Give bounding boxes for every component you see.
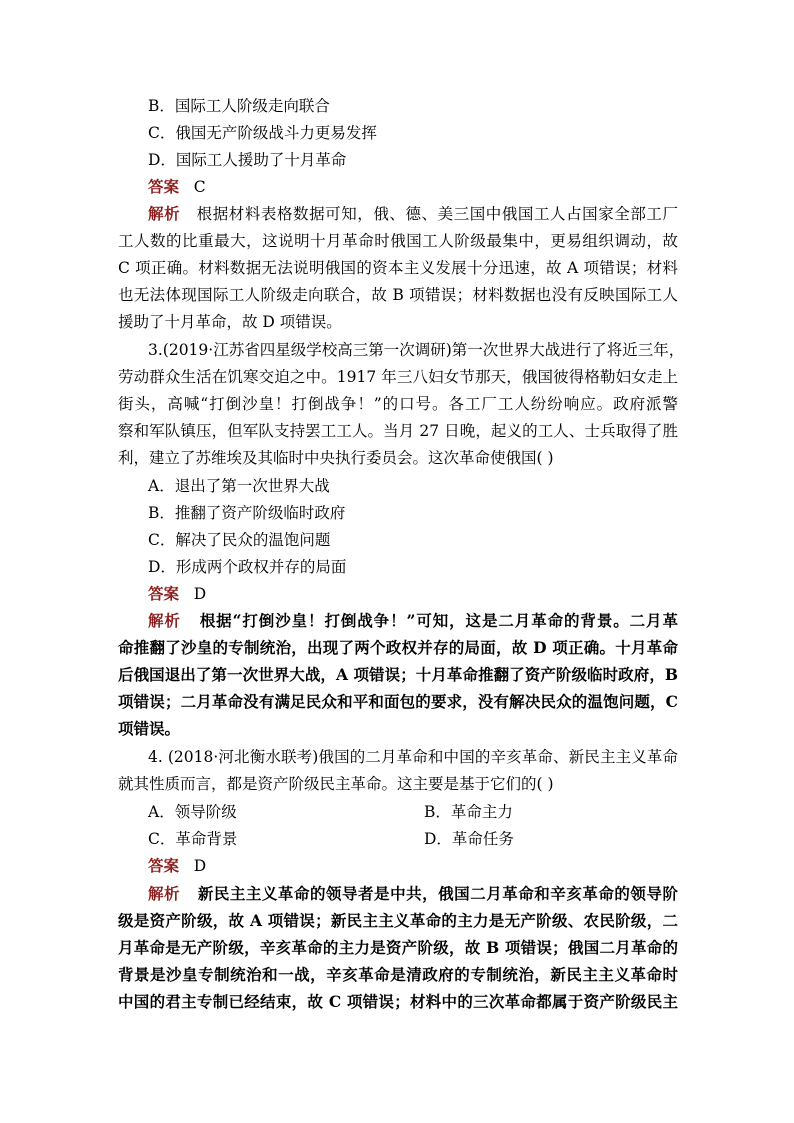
answer-label: 答案 bbox=[148, 177, 180, 196]
q4-option-row bbox=[148, 827, 708, 851]
q3-analysis-line: 后俄国退出了第一次世界大战，A 项错误；十月革命推翻了资产阶级临时政府，B bbox=[118, 665, 678, 684]
q2-option-d: D．国际工人援助了十月革命 bbox=[148, 151, 347, 169]
q3-option-b: B．推翻了资产阶级临时政府 bbox=[148, 504, 346, 522]
q3-analysis-line: 项错误；二月革命没有满足民众和平和面包的要求，没有解决民众的温饱问题，C bbox=[118, 692, 678, 711]
q4-analysis-line: 级是资产阶级，故 A 项错误；新民主主义革命的主力是无产阶级、农民阶级，二 bbox=[118, 911, 678, 930]
analysis-text: 根据材料表格数据可知，俄、德、美三国中俄国工人占国家全部工厂 bbox=[196, 205, 678, 223]
analysis-label: 解析 bbox=[148, 204, 181, 223]
answer-label: 答案 bbox=[148, 584, 180, 603]
analysis-label: 解析 bbox=[148, 611, 181, 630]
q3-stem-line: 街头，高喊“打倒沙皇！打倒战争！”的口号。各工厂工人纷纷响应。政府派警 bbox=[118, 395, 678, 413]
analysis-text: 新民主主义革命的领导者是中共，俄国二月革命和辛亥革命的领导阶 bbox=[197, 884, 678, 903]
q4-option-d: D．革命任务 bbox=[424, 830, 514, 848]
analysis-label: 解析 bbox=[148, 884, 181, 903]
q4-analysis-line: 月革命是无产阶级，辛亥革命的主力是资产阶级，故 B 项错误；俄国二月革命的 bbox=[118, 938, 678, 957]
q2-analysis-line: 援助了十月革命，故 D 项错误。 bbox=[118, 313, 342, 331]
q2-analysis-line: C 项正确。材料数据无法说明俄国的资本主义发展十分迅速，故 A 项错误；材料 bbox=[118, 259, 678, 277]
answer-value: D bbox=[193, 857, 207, 875]
q3-option-d: D．形成两个政权并存的局面 bbox=[148, 558, 347, 576]
q4-option-b: B．革命主力 bbox=[424, 803, 513, 821]
q4-analysis-line: 中国的君主专制已经结束，故 C 项错误；材料中的三次革命都属于资产阶级民主 bbox=[118, 992, 678, 1011]
q3-answer bbox=[148, 582, 708, 606]
q4-answer bbox=[148, 854, 708, 878]
q3-stem-line: 察和军队镇压，但军队支持罢工工人。当月 27 日晚，起义的工人、士兵取得了胜 bbox=[118, 422, 678, 440]
q2-analysis-line: 也无法体现国际工人阶级走向联合，故 B 项错误；材料数据也没有反映国际工人 bbox=[118, 286, 678, 304]
q4-option-a: A．领导阶级 bbox=[148, 803, 237, 821]
q2-answer bbox=[148, 175, 708, 199]
q3-stem-line: 劳动群众生活在饥寒交迫之中。1917 年三八妇女节那天，俄国彼得格勒妇女走上 bbox=[118, 368, 678, 386]
q2-option-c: C．俄国无产阶级战斗力更易发挥 bbox=[148, 124, 377, 142]
q2-option-b: B．国际工人阶级走向联合 bbox=[148, 97, 330, 115]
q3-analysis-line: 命推翻了沙皇的专制统治，出现了两个政权并存的局面，故 D 项正确。十月革命 bbox=[118, 638, 678, 657]
q4-analysis-line bbox=[148, 882, 678, 906]
q4-analysis-line: 背景是沙皇专制统治和一战，辛亥革命是清政府的专制统治，新民主主义革命时 bbox=[118, 965, 678, 984]
q3-stem-line: 利，建立了苏维埃及其临时中央执行委员会。这次革命使俄国( ) bbox=[118, 449, 554, 467]
answer-value: C bbox=[193, 178, 206, 196]
analysis-text: 根据“打倒沙皇！打倒战争！”可知，这是二月革命的背景。二月革 bbox=[199, 611, 678, 630]
q4-option-c: C．革命背景 bbox=[148, 830, 238, 848]
q2-analysis-line bbox=[148, 202, 678, 226]
q3-analysis-line bbox=[148, 609, 678, 633]
q3-analysis-line: 项错误。 bbox=[118, 719, 181, 738]
q3-option-a: A．退出了第一次世界大战 bbox=[148, 477, 330, 495]
answer-label: 答案 bbox=[148, 856, 180, 875]
answer-value: D bbox=[193, 585, 207, 603]
q4-stem-line: 就其性质而言，都是资产阶级民主革命。这主要是基于它们的( ) bbox=[118, 775, 554, 793]
q3-option-c: C．解决了民众的温饱问题 bbox=[148, 531, 331, 549]
q4-stem-line: 4. (2018·河北衡水联考)俄国的二月革命和中国的辛亥革命、新民主主义革命 bbox=[148, 748, 678, 766]
q2-analysis-line: 工人数的比重最大，这说明十月革命时俄国工人阶级最集中，更易组织调动，故 bbox=[118, 232, 678, 250]
q3-stem-line: 3.(2019·江苏省四星级学校高三第一次调研)第一次世界大战进行了将近三年， bbox=[148, 341, 685, 359]
q4-option-row bbox=[148, 800, 708, 824]
